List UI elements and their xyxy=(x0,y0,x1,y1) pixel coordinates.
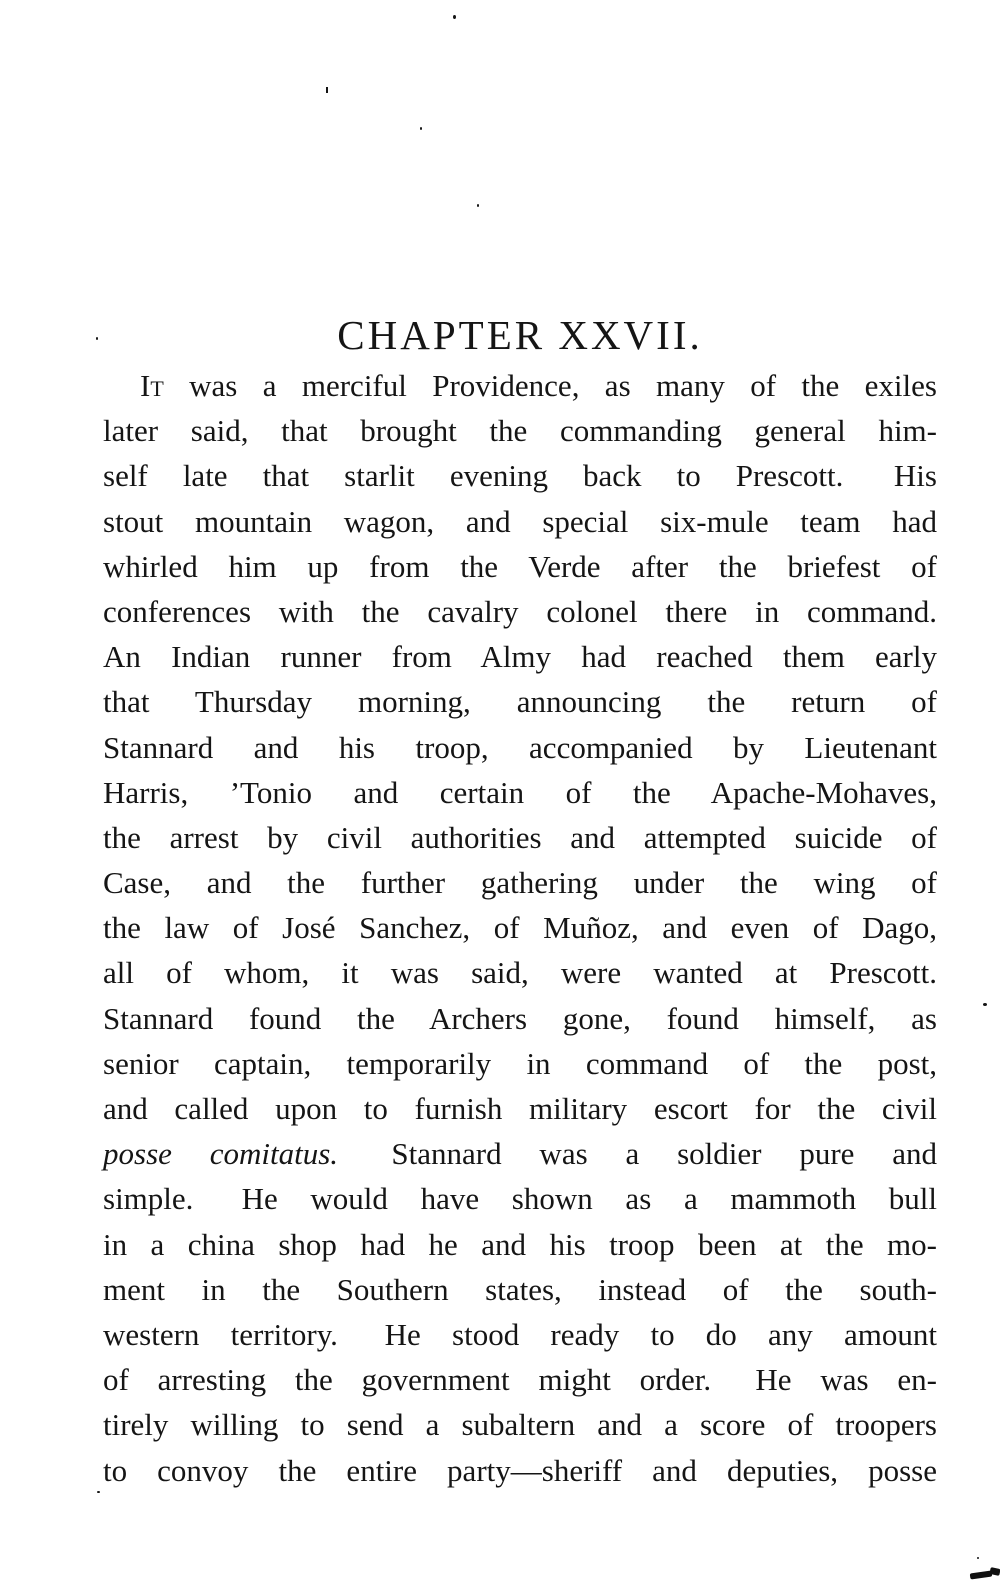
scan-speck xyxy=(420,127,422,130)
scan-speck xyxy=(977,1557,979,1559)
text-line: Stannard and his troop, accompanied by Lieutenant xyxy=(103,729,937,765)
text-line: Stannard found the Archers gone, found himself, as xyxy=(103,1000,937,1036)
text-line: to convoy the entire party—sheriff and deputies, posse xyxy=(103,1452,937,1488)
chapter-heading: CHAPTER XXVII. xyxy=(337,312,703,359)
text-line: stout mountain wagon, and special six-mule team had xyxy=(103,503,937,539)
text-line: all of whom, it was said, were wanted at Prescott. xyxy=(103,955,937,991)
paragraph xyxy=(103,363,937,1493)
text-line: the arrest by civil authorities and attempted suicide of xyxy=(103,819,937,855)
scan-speck xyxy=(477,204,479,207)
text-line: Harris, ’Tonio and certain of the Apache-Mohaves, xyxy=(103,774,937,810)
text-line: It was a merciful Providence, as many of the exiles xyxy=(140,368,937,403)
text-line: later said, that brought the commanding general him- xyxy=(103,413,937,449)
text-line: self late that starlit evening back to Prescott. His xyxy=(103,458,937,494)
text-line: that Thursday morning, announcing the return of xyxy=(103,684,937,720)
text-line: of arresting the government might order. He was en- xyxy=(103,1362,937,1398)
text-line: the law of José Sanchez, of Muñoz, and even of Dago, xyxy=(103,910,937,946)
text-line: in a china shop had he and his troop been at the mo- xyxy=(103,1226,937,1262)
text-line: conferences with the cavalry colonel there in command. xyxy=(103,593,937,629)
text-line: tirely willing to send a subaltern and a score of troopers xyxy=(103,1407,937,1443)
text-line: western territory. He stood ready to do any amount xyxy=(103,1316,937,1352)
text-line: An Indian runner from Almy had reached them early xyxy=(103,639,937,675)
text-line: posse comitatus. Stannard was a soldier pure and xyxy=(103,1136,938,1172)
text-line: ment in the Southern states, instead of the south- xyxy=(103,1271,937,1307)
text-line: senior captain, temporarily in command of the post, xyxy=(103,1045,937,1081)
text-line: simple. He would have shown as a mammoth bull xyxy=(103,1181,937,1217)
text-line: whirled him up from the Verde after the briefest of xyxy=(103,548,937,584)
text-line: and called upon to furnish military escort for the civil xyxy=(103,1091,937,1126)
scan-speck xyxy=(453,15,456,19)
text-line: Case, and the further gathering under the wing of xyxy=(103,865,937,901)
scan-speck xyxy=(326,87,328,93)
scan-speck xyxy=(97,1491,100,1493)
scan-speck xyxy=(983,1003,987,1006)
scan-speck xyxy=(96,337,98,340)
